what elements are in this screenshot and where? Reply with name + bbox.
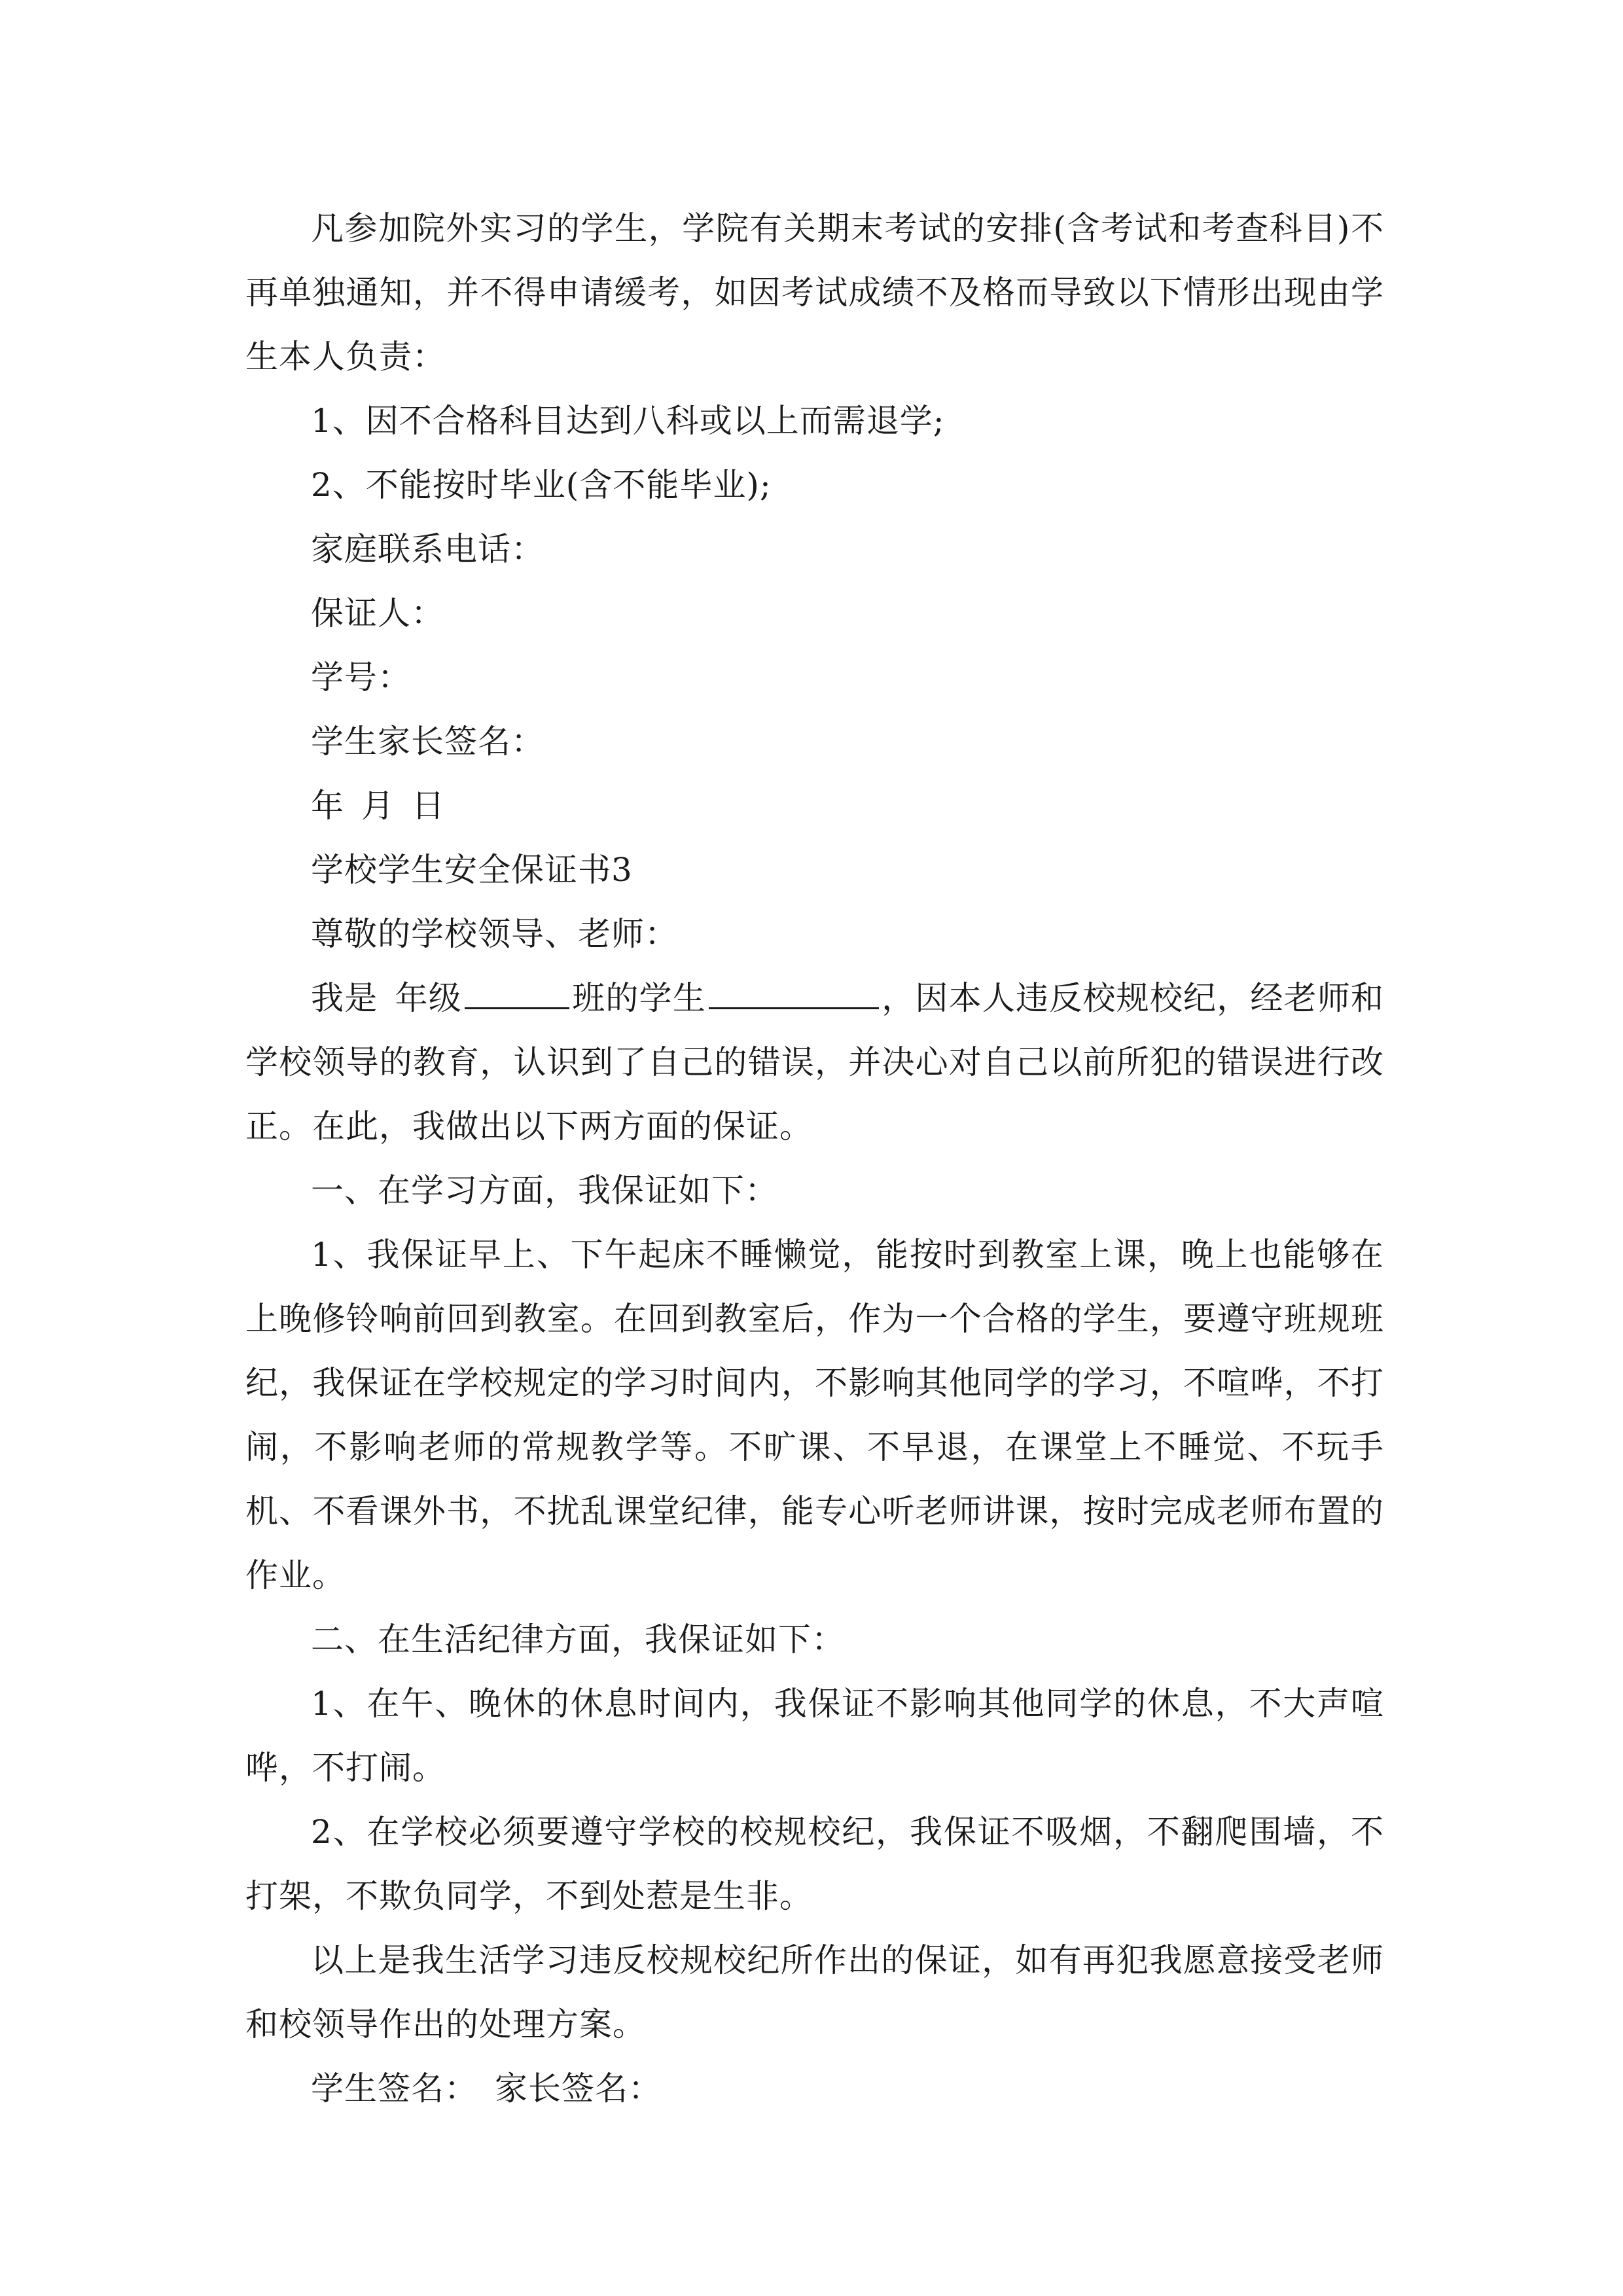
- paragraph-exam-notice: 凡参加院外实习的学生，学院有关期末考试的安排(含考试和考查科目)不再单独通知，并不得申请缓考，如因考试成绩不及格而导致以下情形出现由学生本人负责：: [245, 209, 1384, 376]
- blank-class-field: [465, 969, 569, 1009]
- date-year: 年: [311, 787, 344, 825]
- paragraph-intro: [245, 966, 1384, 1158]
- field-label-home-phone: 家庭联系电话：: [311, 530, 544, 568]
- intro-part-4: ，因本人违反校规校纪，经老师和学校领导的教育，认识到了自己的错误，并决心对自己以前所犯的错误进行改正。在此，我做出以下两方面的保证。: [245, 979, 1385, 1145]
- field-label-parent-signature: 学生家长签名：: [311, 723, 544, 761]
- salutation: 尊敬的学校领导、老师：: [311, 915, 678, 953]
- field-label-student-id: 学号：: [311, 658, 411, 696]
- heading-study: 一、在学习方面，我保证如下：: [311, 1172, 778, 1210]
- paragraph-life-2: 2、在学校必须要遵守学校的校规校纪，我保证不吸烟，不翻爬围墙，不打架，不欺负同学，不到处惹是生非。: [245, 1813, 1384, 1915]
- signature-line: [245, 2056, 1384, 2121]
- date-line: [245, 774, 1384, 838]
- intro-part-3: 班的学生: [572, 979, 707, 1017]
- student-signature-label: 学生签名：: [311, 2070, 478, 2108]
- date-day: 日: [412, 787, 445, 825]
- parent-signature-label: 家长签名：: [495, 2070, 662, 2108]
- intro-part-1: 我是: [311, 979, 378, 1017]
- paragraph-study-1: 1、我保证早上、下午起床不睡懒觉，能按时到教室上课，晚上也能够在上晚修铃响前回到教室。在回到教室后，作为一个合格的学生，要遵守班规班纪，我保证在学校规定的学习时间内，不影响其他同学的学习，不喧哗，不打闹，不影响老师的常规教学等。不旷课、不早退，在课堂上不睡觉、不玩手机、不看课外书，不扰乱课堂纪律，能专心听老师讲课，按时完成老师布置的作业。: [245, 1236, 1384, 1594]
- list-item-graduation: 2、不能按时毕业(含不能毕业);: [311, 466, 772, 504]
- section-title: 学校学生安全保证书3: [311, 851, 633, 889]
- paragraph-life-1: 1、在午、晚休的休息时间内，我保证不影响其他同学的休息，不大声喧哗，不打闹。: [245, 1685, 1384, 1787]
- field-label-guarantor: 保证人：: [311, 594, 444, 632]
- date-month: 月: [361, 787, 395, 825]
- heading-life: 二、在生活纪律方面，我保证如下：: [311, 1621, 845, 1659]
- paragraph-conclusion: 以上是我生活学习违反校规校纪所作出的保证，如有再犯我愿意接受老师和校领导作出的处理方案。: [245, 1941, 1384, 2043]
- intro-part-2: 年级: [395, 979, 463, 1017]
- document-body: [245, 196, 1384, 2121]
- blank-name-field: [709, 969, 879, 1009]
- list-item-failing-subjects: 1、因不合格科目达到八科或以上而需退学;: [311, 402, 945, 440]
